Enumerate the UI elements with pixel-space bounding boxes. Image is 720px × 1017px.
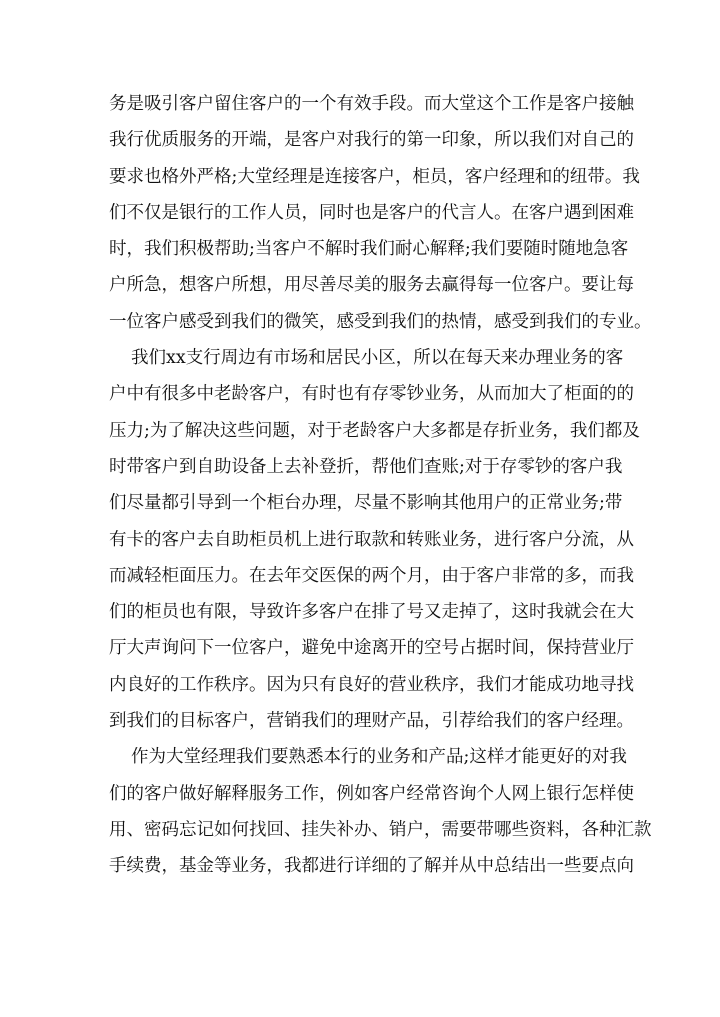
text-line: 时，我们积极帮助;当客户不解时我们耐心解释;我们要随时随地急客 bbox=[109, 239, 629, 260]
text-line: 用、密码忘记如何找回、挂失补办、销户，需要带哪些资料，各种汇款 bbox=[109, 819, 652, 840]
text-line: 要求也格外严格;大堂经理是连接客户，柜员，客户经理和的纽带。我 bbox=[109, 166, 640, 187]
text-line: 户中有很多中老龄客户，有时也有存零钞业务，从而加大了柜面的的 bbox=[109, 384, 634, 405]
paragraph-first-line: 我们xx支行周边有市场和居民小区，所以在每天来办理业务的客 bbox=[131, 348, 624, 369]
text-line: 一位客户感受到我们的微笑，感受到我们的热情，感受到我们的专业。 bbox=[109, 311, 652, 332]
text-line: 压力;为了解决这些问题，对于老龄客户大多都是存折业务，我们都及 bbox=[109, 420, 640, 441]
text-line: 内良好的工作秩序。因为只有良好的营业秩序，我们才能成功地寻找 bbox=[109, 674, 634, 695]
text-line: 户所急，想客户所想，用尽善尽美的服务去赢得每一位客户。要让每 bbox=[109, 275, 634, 296]
text-line: 时带客户到自助设备上去补登折，帮他们查账;对于存零钞的客户我 bbox=[109, 456, 623, 477]
text-line: 厅大声询问下一位客户，避免中途离开的空号占据时间，保持营业厅 bbox=[109, 638, 634, 659]
text-line: 手续费，基金等业务，我都进行详细的了解并从中总结出一些要点向 bbox=[109, 856, 634, 877]
text-line: 们的柜员也有限，导致许多客户在排了号又走掉了，这时我就会在大 bbox=[109, 602, 634, 623]
text-line: 到我们的目标客户，营销我们的理财产品，引荐给我们的客户经理。 bbox=[109, 711, 634, 732]
text-line: 务是吸引客户留住客户的一个有效手段。而大堂这个工作是客户接触 bbox=[109, 94, 634, 114]
text-line: 们尽量都引导到一个柜台办理，尽量不影响其他用户的正常业务;带 bbox=[109, 493, 623, 514]
text-line: 们的客户做好解释服务工作，例如客户经常咨询个人网上银行怎样使 bbox=[109, 783, 634, 804]
text-line: 有卡的客户去自助柜员机上进行取款和转账业务，进行客户分流，从 bbox=[109, 529, 634, 550]
text-line: 而减轻柜面压力。在去年交医保的两个月，由于客户非常的多，而我 bbox=[109, 565, 634, 586]
document-body bbox=[109, 86, 652, 885]
text-line: 们不仅是银行的工作人员，同时也是客户的代言人。在客户遇到困难 bbox=[109, 202, 634, 223]
paragraph-first-line: 作为大堂经理我们要熟悉本行的业务和产品;这样才能更好的对我 bbox=[131, 747, 627, 768]
text-line: 我行优质服务的开端，是客户对我行的第一印象，所以我们对自己的 bbox=[109, 130, 634, 151]
